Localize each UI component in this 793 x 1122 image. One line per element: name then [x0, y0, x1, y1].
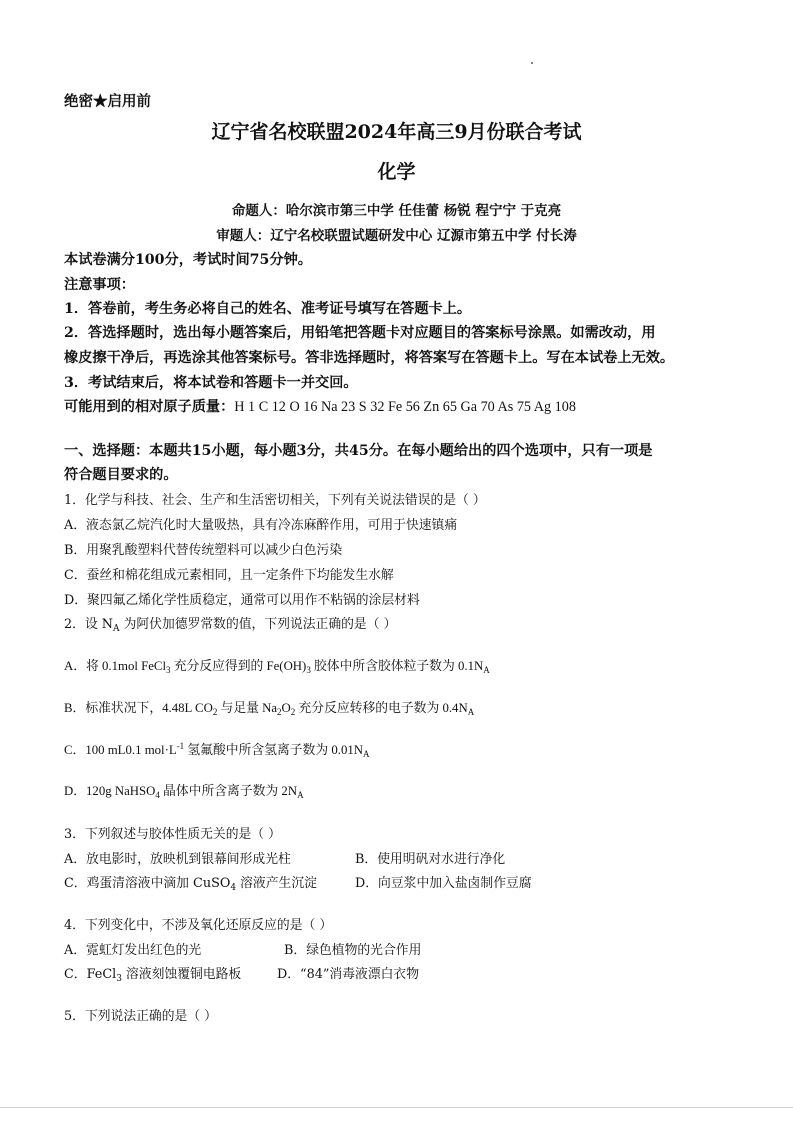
q4-option-d: D．“84”消毒液漂白衣物	[277, 967, 420, 982]
atomic-mass-values: H 1 C 12 O 16 Na 23 S 32 Fe 56 Zn 65 Ga 70 As 75 Ag 108	[234, 399, 576, 415]
q2-option-d: D．120g NaHSO$_4$ 晶体中所含离子数为 $2N_A$	[64, 784, 304, 800]
q2-option-c: C．100 mL0.1 $mol\cdot L^{-1}$ 氢氟酸中所含氢离子数为 $0.01N_A$	[64, 741, 370, 759]
q2-option-a: A．将 0.1mol FeCl$_3$ 充分反应得到的 $Fe(OH)_3$ 胶体中所含胶体粒子数为 $0.1N_A$	[64, 659, 490, 675]
note-item-2-cont: 橡皮擦干净后，再选涂其他答案标号。答非选择题时，将答案写在答题卡上。写在本试卷上无效。	[64, 350, 675, 366]
section-heading-line2: 符合题目要求的。	[64, 467, 178, 483]
authors-line: 命题人：哈尔滨市第三中学 任佳蕾 杨锐 程宁宁 于克亮	[231, 203, 562, 219]
q3-stem: 3．下列叙述与胶体性质无关的是（ ）	[64, 827, 281, 842]
q1-option-c: C．蚕丝和棉花组成元素相同，且一定条件下均能发生水解	[64, 568, 394, 583]
q3-option-c: C．鸡蛋清溶液中滴加 CuSO$_4$ 溶液产生沉淀	[64, 876, 317, 893]
q1-option-b: B．用聚乳酸塑料代替传统塑料可以减少白色污染	[64, 543, 343, 558]
q3-option-a: A．放电影时，放映机到银幕间形成光柱	[64, 852, 291, 867]
section-heading-line1: 一、选择题：本题共15小题，每小题3分，共45分。在每小题给出的四个选项中，只有一项是	[64, 443, 653, 459]
q1-stem: 1．化学与科技、社会、生产和生活密切相关，下列有关说法错误的是（ ）	[64, 493, 486, 508]
page-bottom-rule	[0, 1107, 793, 1108]
q1-option-a: A．液态氯乙烷汽化时大量吸热，具有冷冻麻醉作用，可用于快速镇痛	[64, 518, 458, 533]
q4-stem: 4．下列变化中，不涉及氧化还原反应的是（ ）	[64, 918, 333, 933]
q3-option-d: D．向豆浆中加入盐卤制作豆腐	[355, 876, 532, 891]
note-item-3: 3．考试结束后，将本试卷和答题卡一并交回。	[64, 375, 358, 391]
q2-stem: 2．设 $N_A$ 为阿伏加德罗常数的值，下列说法正确的是（ ）	[64, 617, 397, 634]
q4-option-a: A．霓虹灯发出红色的光	[64, 943, 202, 958]
atomic-mass-line	[64, 396, 576, 416]
q5-stem: 5．下列说法正确的是（ ）	[64, 1009, 217, 1024]
confidential-label: 绝密★启用前	[64, 93, 151, 110]
note-item-2: 2．答选择题时，选出每小题答案后，用铅笔把答题卡对应题目的答案标号涂黑。如需改动，用	[64, 325, 656, 341]
q3-option-b: B．使用明矾对水进行净化	[355, 852, 506, 867]
q4-option-c: C．FeCl$_3$ 溶液刻蚀覆铜电路板	[64, 967, 242, 984]
q2-option-b: B．标准状况下，4.48L $CO_2$ 与足量 $Na_2O_2$ 充分反应转移的电子数为 $0.4N_A$	[64, 701, 475, 717]
exam-title: 辽宁省名校联盟2024年高三9月份联合考试	[211, 121, 582, 143]
note-item-1: 1．答卷前，考生务必将自己的姓名、准考证号填写在答题卡上。	[64, 301, 472, 317]
q1-option-d: D．聚四氟乙烯化学性质稳定，通常可以用作不粘锅的涂层材料	[64, 593, 420, 608]
scan-dot	[531, 62, 533, 64]
reviewers-line: 审题人：辽宁名校联盟试题研发中心 辽源市第五中学 付长涛	[216, 228, 577, 244]
subject-title: 化学	[377, 161, 416, 183]
notes-heading: 注意事项：	[64, 277, 135, 293]
q4-option-b: B．绿色植物的光合作用	[284, 943, 422, 958]
score-time-line: 本试卷满分100分，考试时间75分钟。	[64, 252, 312, 268]
atomic-mass-label: 可能用到的相对原子质量：	[64, 399, 235, 415]
